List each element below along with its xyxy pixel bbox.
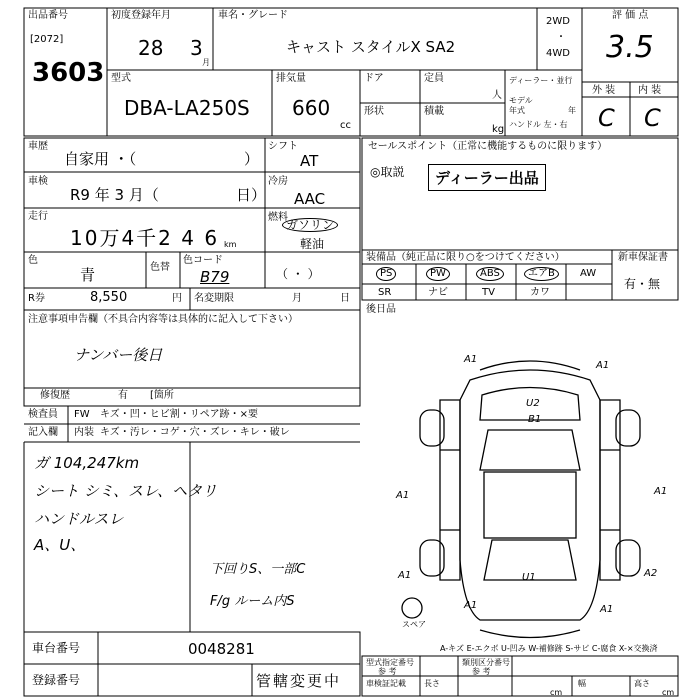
recycle-label: R券	[28, 293, 45, 304]
mark-front-right: A1	[596, 360, 610, 371]
color-code-label: 色コード	[183, 255, 223, 266]
equip-ps: PS	[376, 267, 396, 281]
drive-2wd: 2WD	[546, 16, 570, 27]
handle-line: ハンドル 左・右	[509, 120, 568, 129]
equip-tv: TV	[482, 287, 495, 298]
equip-navi: ナビ	[428, 287, 448, 298]
mark-rear-bumper-r: A1	[600, 604, 614, 615]
displacement-unit: cc	[340, 120, 351, 131]
repair-label: 修復歴	[40, 390, 70, 401]
type-value: DBA-LA250S	[124, 96, 250, 120]
reg-month-unit: 月	[202, 58, 210, 67]
hw-note-4: A、U、	[34, 536, 86, 554]
capacity-label: 定員	[424, 73, 444, 84]
legend: A-キズ E-エクボ U-凹み W-補修跡 S-サビ C-腐食 X-×交換済	[440, 644, 658, 653]
lot-number: 3603	[32, 58, 105, 88]
usage-value: 自家用 ・（	[64, 150, 137, 168]
warranty-label: 新車保証書	[618, 252, 668, 263]
fw-label: FW	[74, 409, 90, 420]
class-label: 類別区分番号	[462, 658, 510, 667]
mark-right-side: A1	[654, 486, 668, 497]
mark-trunk-u1: U1	[522, 572, 536, 583]
interior-label: 内 装	[638, 85, 662, 96]
model-name: キャスト スタイルX SA2	[286, 38, 456, 56]
lower-note-1: 下回りS、一部C	[210, 562, 306, 577]
equip-airbag: エアB	[524, 267, 559, 281]
model-line: モデル	[509, 96, 533, 105]
car-diagram	[402, 361, 640, 638]
load-label: 積載	[424, 106, 444, 117]
drive-dot: ・	[556, 32, 566, 43]
sales-point-label: セールスポイント（正常に機能するものに限ります）	[368, 141, 608, 152]
ac-label: 冷房	[268, 176, 288, 187]
repair-place: [箇所	[150, 390, 174, 401]
change-label: 管轄変更中	[256, 672, 342, 690]
spare-label: スペア	[402, 620, 426, 629]
rear-label: 後日品	[366, 304, 396, 315]
mileage-unit: km	[224, 240, 237, 249]
fw-items: キズ・凹・ヒビ割・リペア跡・×要	[100, 409, 258, 420]
equipment-label: 装備品（純正品に限り○をつけてください）	[366, 252, 565, 263]
color-label: 色	[28, 255, 38, 266]
chassis-value: 0048281	[188, 640, 255, 658]
fuel-gasoline: ガソリン	[282, 218, 338, 232]
lot-sub: [2072]	[30, 34, 64, 45]
door-label: ドア	[364, 73, 384, 84]
score-label: 評 価 点	[612, 10, 649, 21]
displacement-value: 660	[292, 96, 331, 120]
model-label: 車名・グレード	[218, 10, 288, 21]
model-year-unit: 年	[568, 106, 576, 115]
equip-aw: AW	[580, 268, 597, 279]
chassis-label: 車台番号	[32, 641, 81, 655]
reg-year: 28	[138, 36, 164, 60]
width-label: 幅	[578, 679, 586, 688]
mark-hood-u2: U2	[526, 398, 540, 409]
usage-label: 車歴	[28, 141, 48, 152]
inspection-day: 日）	[236, 186, 267, 204]
model-year-line: 年式	[509, 106, 525, 115]
equip-pw: PW	[426, 267, 450, 281]
sales-point-item: ◎取説	[370, 165, 405, 179]
color-value: 青	[80, 266, 96, 284]
dealer-line: ディーラー・並行	[509, 76, 573, 85]
exterior-grade: C	[598, 104, 615, 132]
displacement-label: 排気量	[276, 73, 306, 84]
type-label: 型式	[111, 73, 131, 84]
repair-value: 有	[118, 390, 128, 401]
equip-abs: ABS	[476, 267, 504, 281]
hw-note-3: ハンドルスレ	[34, 510, 124, 528]
mark-rear-bumper-l: A1	[464, 600, 478, 611]
color-code-value: B79	[200, 268, 230, 286]
size-label: 車検証記載	[366, 679, 406, 688]
entry-label: 記入欄	[28, 427, 58, 438]
mark-hood-b1: B1	[528, 414, 542, 425]
fuel-diesel: 軽油	[300, 237, 325, 251]
name-change-month: 月	[292, 293, 302, 304]
name-change-label: 名変期限	[194, 293, 234, 304]
int-items: キズ・汚レ・コゲ・穴・ズレ・キレ・破レ	[100, 427, 290, 438]
int-label: 内装	[74, 427, 94, 438]
reg-month: 3	[190, 36, 203, 60]
notes-label: 注意事項申告欄（不具合内容等は具体的に記入して下さい）	[28, 314, 298, 325]
length-label: 長さ	[424, 679, 440, 688]
ref-label-2: 参 考	[472, 667, 491, 676]
lot-label: 出品番号	[28, 10, 68, 21]
score-value: 3.5	[606, 30, 654, 65]
mileage-value: 10万4千2 4 6	[70, 226, 220, 250]
recycle-unit: 円	[172, 293, 182, 304]
lower-note-2: F/g ルーム内S	[210, 594, 295, 609]
interior-grade: C	[644, 104, 661, 132]
reg-no-label: 登録番号	[32, 673, 81, 687]
ref-label: 参 考	[378, 667, 397, 676]
usage-close: ）	[244, 150, 260, 168]
warranty-value: 有・無	[624, 277, 661, 291]
equip-leather: カワ	[530, 287, 550, 298]
mileage-label: 走行	[28, 211, 48, 222]
equip-sr: SR	[378, 287, 392, 298]
fuel-label: 燃料	[268, 212, 288, 223]
ac-value: AAC	[294, 190, 326, 208]
hw-note-2: シート シミ、スレ、ヘタリ	[34, 482, 217, 500]
shift-label: シフト	[268, 141, 298, 152]
notes-handwritten: ナンバー後日	[74, 346, 163, 364]
shape-label: 形状	[364, 106, 384, 117]
inspection-label: 車検	[28, 176, 48, 187]
cm-unit-1: cm	[550, 688, 563, 697]
exterior-label: 外 装	[592, 85, 616, 96]
mark-left-side: A1	[396, 490, 410, 501]
height-label: 高さ	[634, 679, 650, 688]
sales-point-boxed: ディーラー出品	[428, 164, 546, 191]
fuel-other: （ ・ ）	[276, 267, 320, 281]
inspector-label: 検査員	[28, 409, 58, 420]
shift-value: AT	[300, 152, 319, 170]
type-spec-label: 型式指定番号	[366, 658, 414, 667]
mark-rear-left: A1	[398, 570, 412, 581]
mark-front-left: A1	[464, 354, 478, 365]
drive-4wd: 4WD	[546, 48, 570, 59]
inspection-value: R9 年 3 月（	[70, 186, 159, 204]
capacity-unit: 人	[492, 90, 502, 101]
load-unit: kg	[492, 124, 505, 135]
cm-unit-2: cm	[662, 688, 675, 697]
mark-rear-right: A2	[644, 568, 658, 579]
first-reg-label: 初度登録年月	[111, 10, 171, 21]
name-change-day: 日	[340, 293, 350, 304]
color-change-label: 色替	[150, 262, 170, 273]
hw-note-1: ガ 104,247km	[34, 454, 140, 472]
recycle-value: 8,550	[90, 290, 128, 305]
